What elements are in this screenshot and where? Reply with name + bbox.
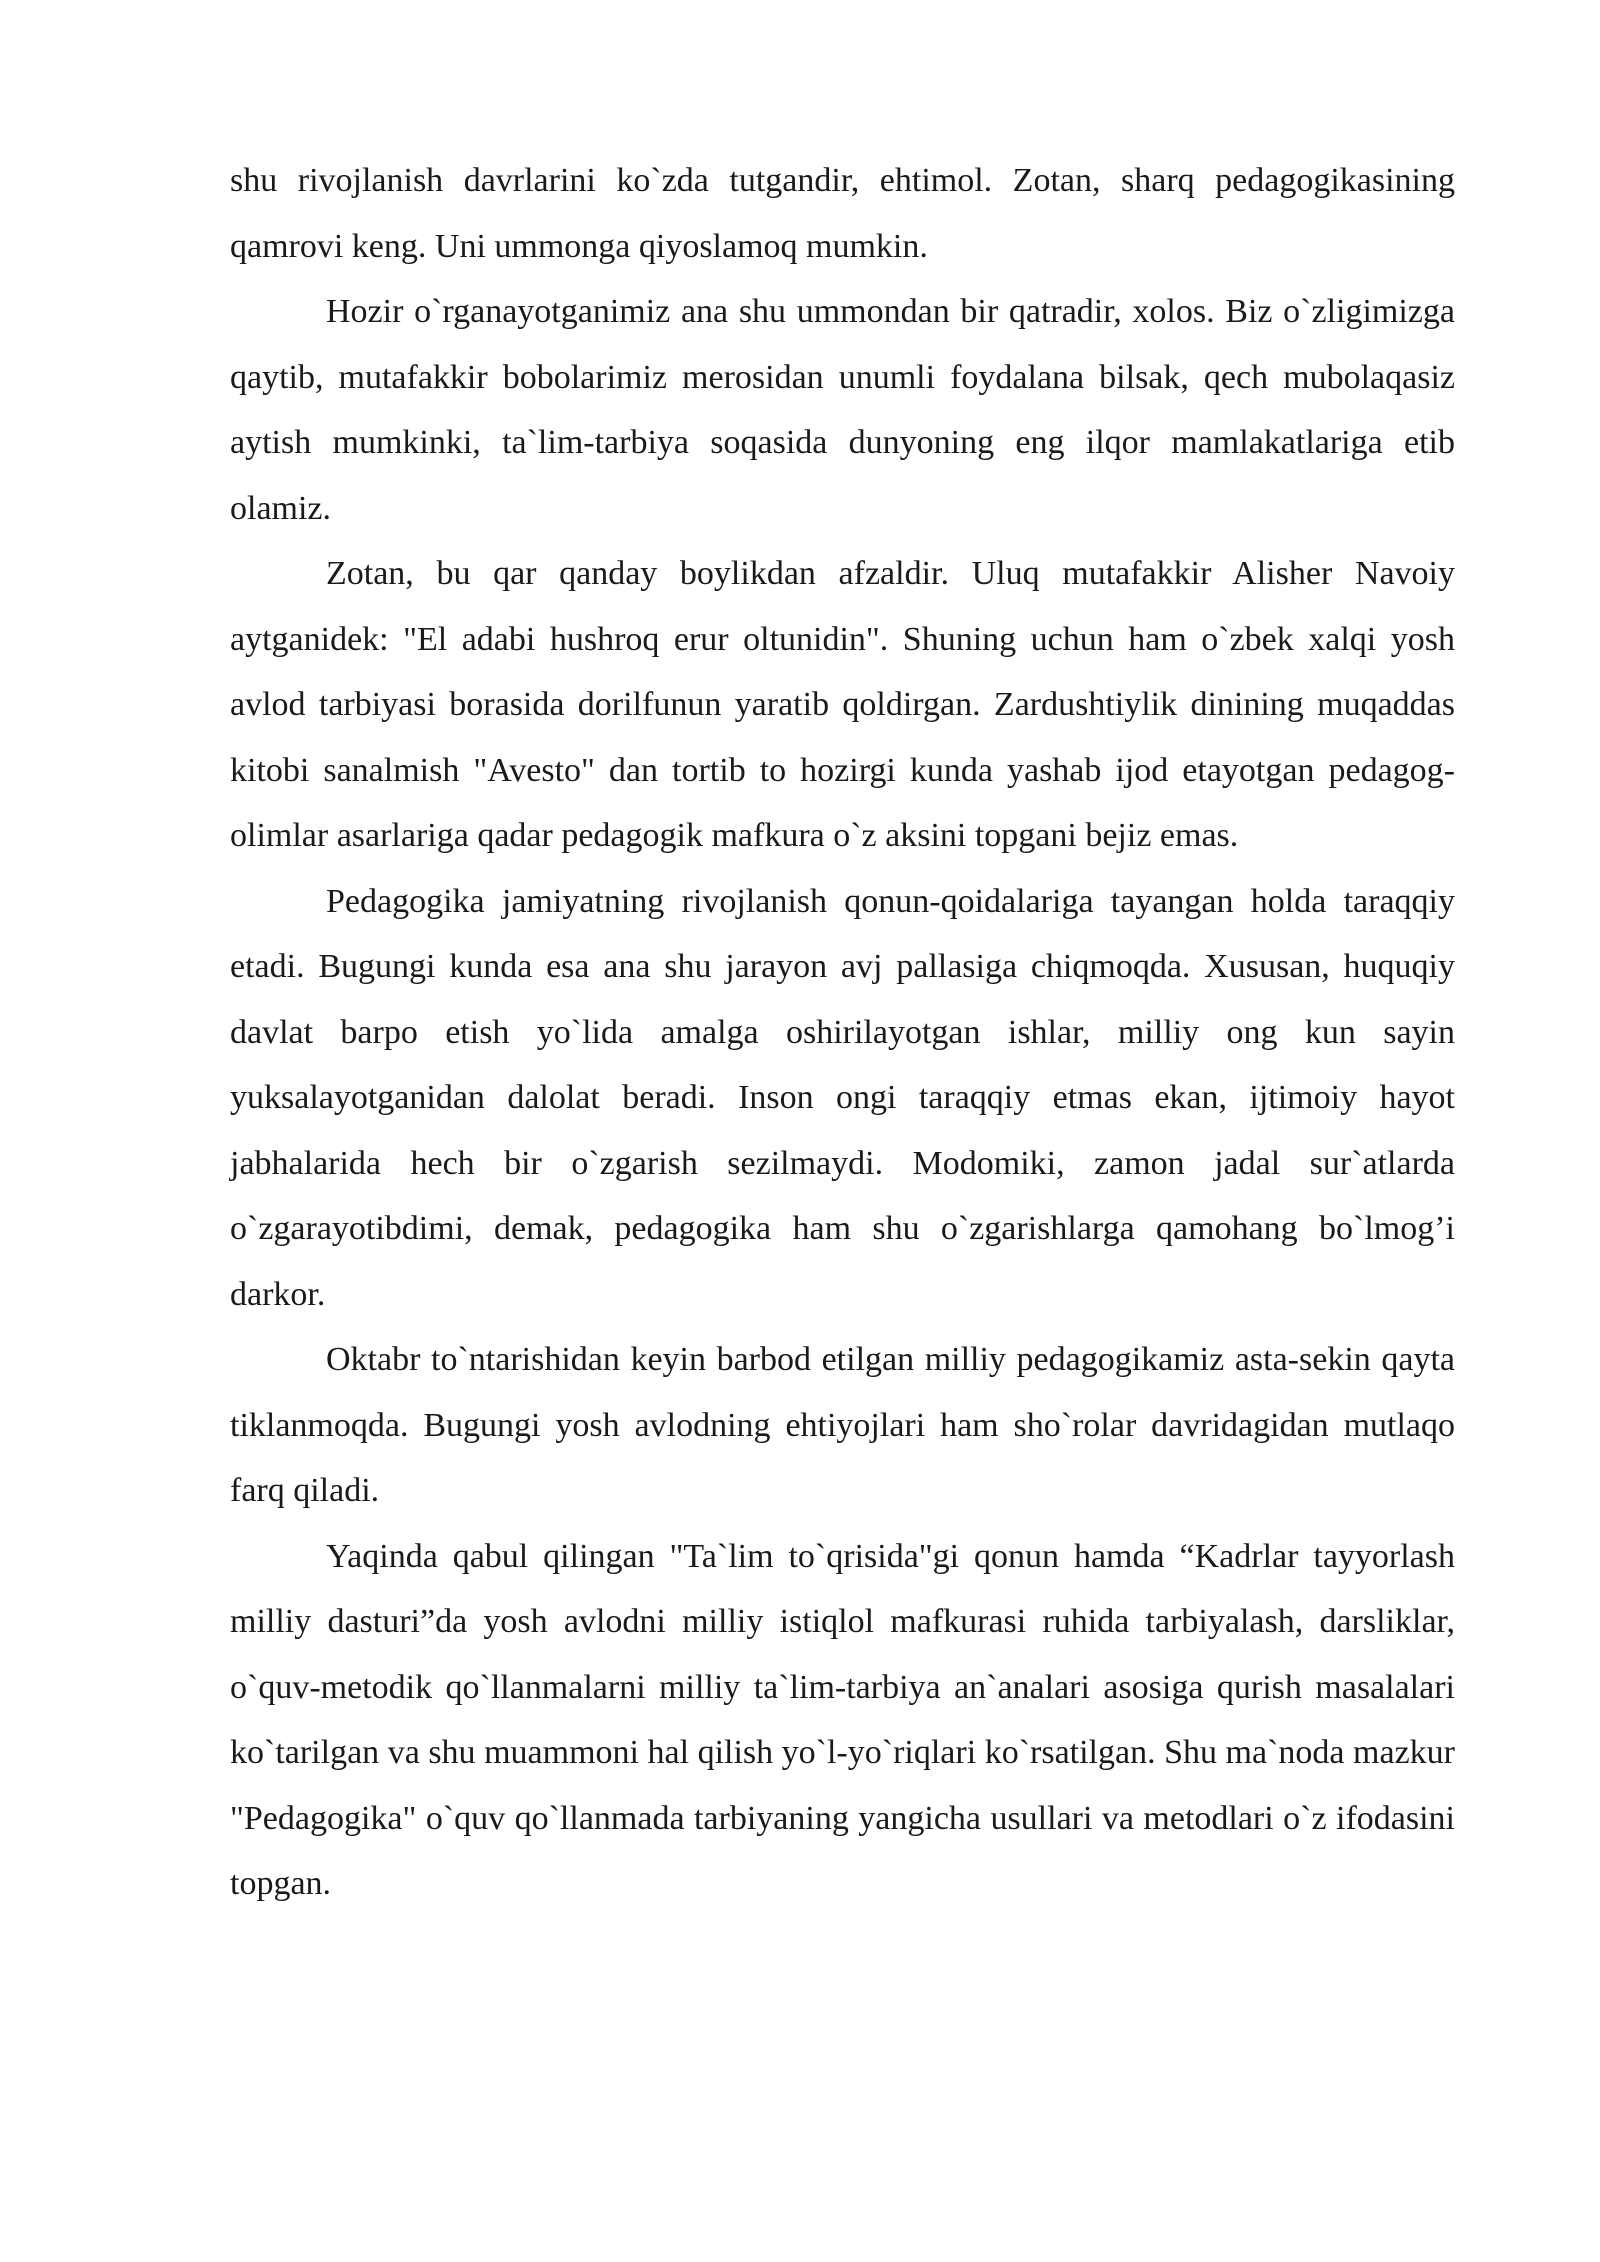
- paragraph: Oktabr to`ntarishidan keyin barbod etilgan milliy pedagogikamiz asta-sekin qayta tiklanmoqda. Bugungi yosh avlodning ehtiyojlari ham sho`rolar davridagidan mutlaqo farq qiladi.: [230, 1341, 1455, 1509]
- paragraph: Hozir o`rganayotganimiz ana shu ummondan bir qatradir, xolos. Biz o`zligimizga qaytib, mutafakkir bobolarimiz merosidan unumli foydalana bilsak, qech mubolaqasiz aytish mumkinki, ta`lim-tarbiya soqasida dunyoning eng ilqor mamlakatlariga etib olamiz.: [230, 293, 1455, 527]
- paragraph: Yaqinda qabul qilingan "Ta`lim to`qrisida"gi qonun hamda “Kadrlar tayyorlash milliy dasturi”da yosh avlodni milliy istiqlol mafkurasi ruhida tarbiyalash, darsliklar, o`quv-metodik qo`llanmalarni milliy ta`lim-tarbiya an`analari asosiga qurish masalalari ko`tarilgan va shu muammoni hal qilish yo`l-yo`riqlari ko`rsatilgan. Shu ma`noda mazkur "Pedagogika" o`quv qo`llanmada tarbiyaning yangicha usullari va metodlari o`z ifodasini topgan.: [230, 1537, 1455, 1902]
- paragraph-continued: shu rivojlanish davrlarini ko`zda tutgandir, ehtimol. Zotan, sharq pedagogikasining qamrovi keng. Uni ummonga qiyoslamoq mumkin.: [230, 162, 1455, 265]
- document-page: [230, 148, 1455, 1917]
- paragraph: Pedagogika jamiyatning rivojlanish qonun-qoidalariga tayangan holda taraqqiy etadi. Bugungi kunda esa ana shu jarayon avj pallasiga chiqmoqda. Xususan, huquqiy davlat barpo etish yo`lida amalga oshirilayotgan ishlar, milliy ong kun sayin yuksalayotganidan dalolat beradi. Inson ongi taraqqiy etmas ekan, ijtimoiy hayot jabhalarida hech bir o`zgarish sezilmaydi. Modomiki, zamon jadal sur`atlarda o`zgarayotibdimi, demak, pedagogika ham shu o`zgarishlarga qamohang bo`lmog’i darkor.: [230, 882, 1455, 1313]
- paragraph: Zotan, bu qar qanday boylikdan afzaldir. Uluq mutafakkir Alisher Navoiy aytganidek: "El adabi hushroq erur oltunidin". Shuning uchun ham o`zbek xalqi yosh avlod tarbiyasi borasida dorilfunun yaratib qoldirgan. Zardushtiylik dinining muqaddas kitobi sanalmish "Avesto" dan tortib to hozirgi kunda yashab ijod etayotgan pedagog-olimlar asarlariga qadar pedagogik mafkura o`z aksini topgani bejiz emas.: [230, 555, 1455, 854]
